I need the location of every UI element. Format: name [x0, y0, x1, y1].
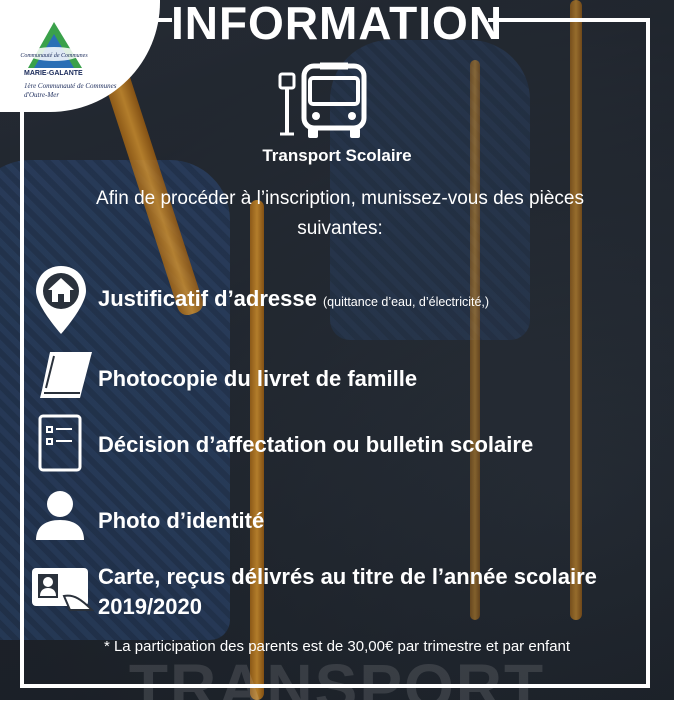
logo-name: MARIE-GALANTE: [24, 70, 83, 77]
logo-mark-icon: [20, 18, 88, 72]
id-card-icon: [30, 566, 94, 612]
watermark-text: TRANSPORT: [128, 651, 546, 723]
home-pin-icon: [34, 264, 88, 336]
section-title: Transport Scolaire: [262, 146, 412, 165]
list-item: Carte, reçus délivrés au titre de l’année scolaire 2019/2020: [98, 564, 597, 619]
list-item: Décision d’affectation ou bulletin scolaire: [98, 432, 534, 457]
logo-mark-text: Communauté de Communes: [20, 53, 88, 59]
item-label: Justificatif d’adresse: [98, 286, 317, 311]
list-item: Photocopie du livret de famille: [98, 366, 418, 391]
list-item: [98, 286, 489, 312]
page-title: INFORMATION: [170, 0, 504, 49]
person-icon: [34, 490, 86, 542]
item-detail: (quittance d’eau, d’électricité,): [323, 295, 490, 309]
book-icon: [36, 350, 94, 400]
logo-tagline: 1ère Communauté de Communes d'Outre-Mer: [24, 82, 117, 99]
bus-stop-icon: [276, 62, 376, 142]
intro-text: Afin de procéder à l’inscription, munissez-vous des pièces suivantes:: [96, 188, 584, 239]
list-item: Photo d’identité: [98, 508, 265, 533]
footnote: * La participation des parents est de 30,00€ par trimestre et par enfant: [103, 638, 571, 655]
document-list-icon: [38, 414, 82, 472]
